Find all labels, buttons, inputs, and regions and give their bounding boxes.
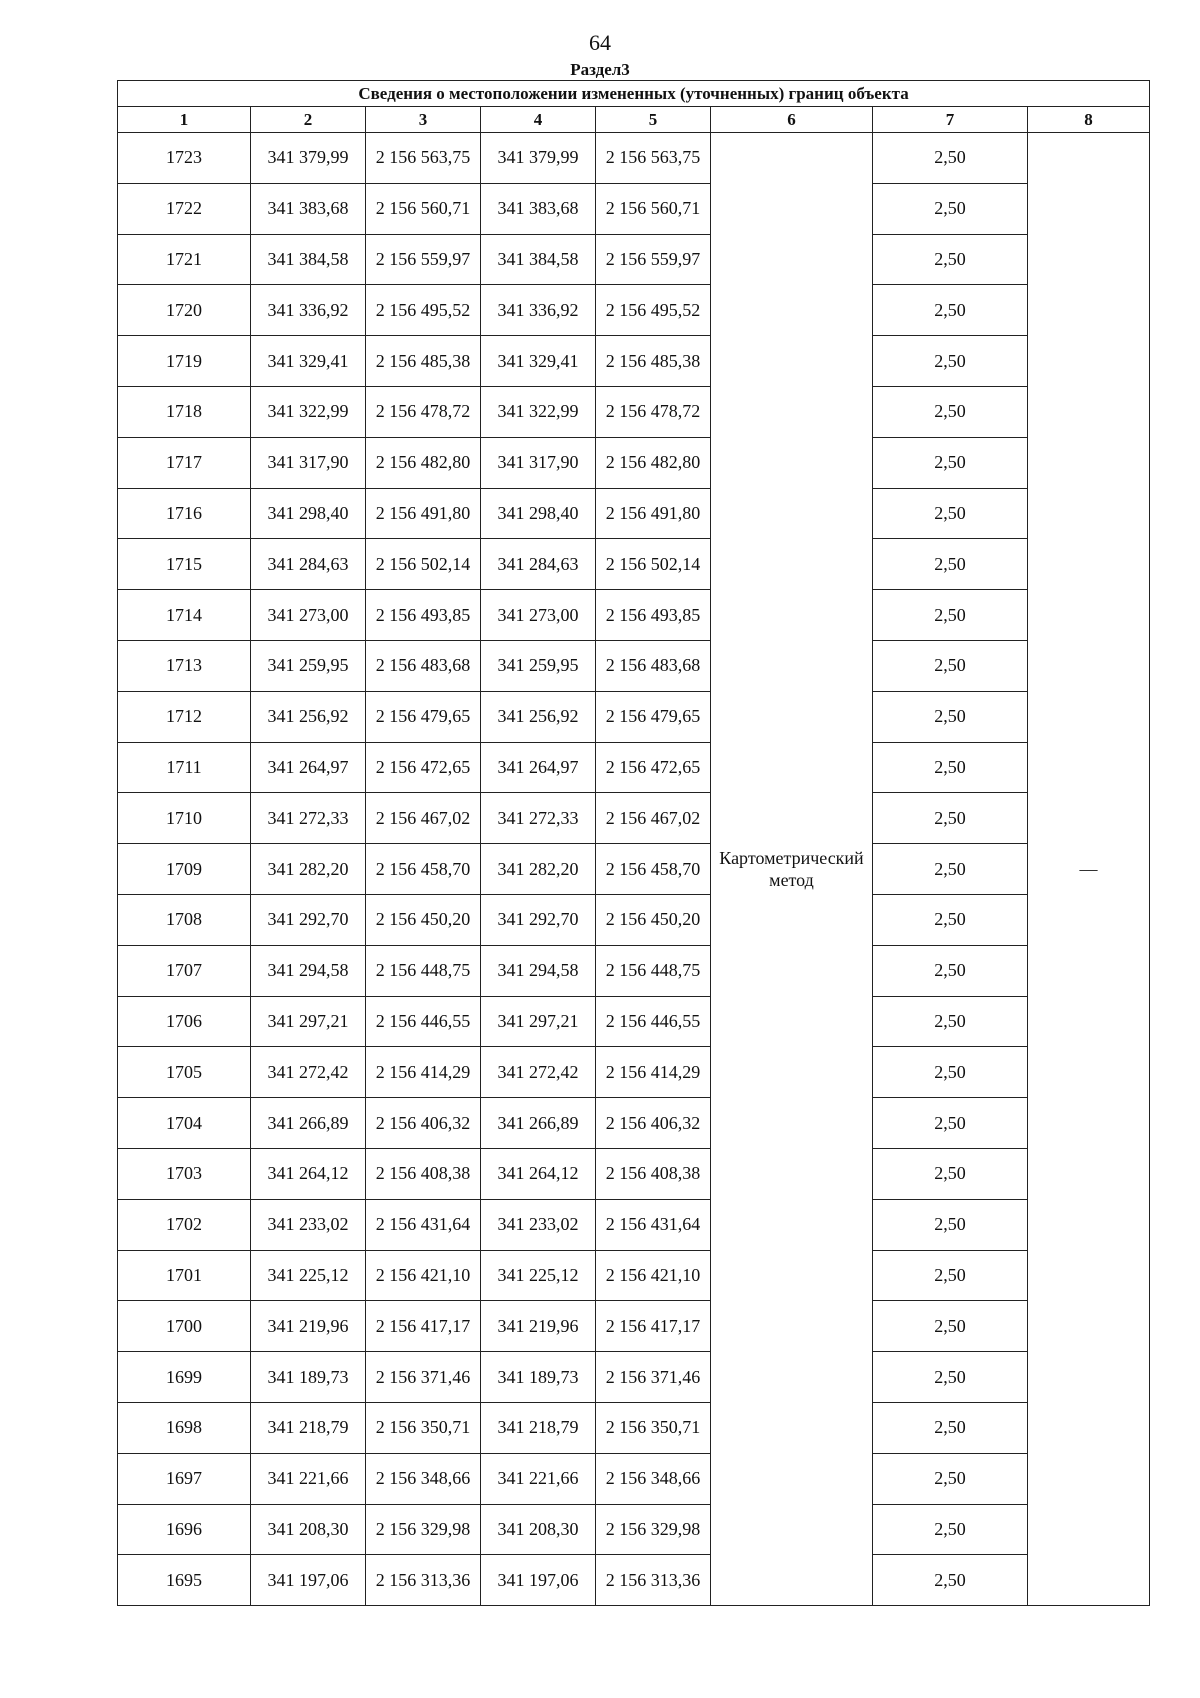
table-row xyxy=(118,590,1150,641)
column-number: 6 xyxy=(711,107,873,133)
x-new-cell: 341 221,66 xyxy=(481,1453,596,1504)
point-number-cell: 1715 xyxy=(118,539,251,590)
x-old-cell: 341 189,73 xyxy=(251,1352,366,1403)
x-new-cell: 341 189,73 xyxy=(481,1352,596,1403)
y-new-cell: 2 156 431,64 xyxy=(596,1199,711,1250)
table-row xyxy=(118,183,1150,234)
y-old-cell: 2 156 329,98 xyxy=(366,1504,481,1555)
point-number-cell: 1705 xyxy=(118,1047,251,1098)
column8-cell: — xyxy=(1028,133,1150,1606)
y-old-cell: 2 156 478,72 xyxy=(366,386,481,437)
accuracy-cell: 2,50 xyxy=(873,996,1028,1047)
point-number-cell: 1723 xyxy=(118,133,251,184)
x-new-cell: 341 298,40 xyxy=(481,488,596,539)
table-caption: Сведения о местоположении измененных (уточненных) границ объекта xyxy=(118,81,1150,107)
accuracy-cell: 2,50 xyxy=(873,1301,1028,1352)
x-new-cell: 341 384,58 xyxy=(481,234,596,285)
y-old-cell: 2 156 493,85 xyxy=(366,590,481,641)
table-row xyxy=(118,844,1150,895)
y-old-cell: 2 156 450,20 xyxy=(366,894,481,945)
accuracy-cell: 2,50 xyxy=(873,183,1028,234)
point-number-cell: 1714 xyxy=(118,590,251,641)
y-new-cell: 2 156 482,80 xyxy=(596,437,711,488)
y-new-cell: 2 156 414,29 xyxy=(596,1047,711,1098)
point-number-cell: 1697 xyxy=(118,1453,251,1504)
x-old-cell: 341 272,42 xyxy=(251,1047,366,1098)
y-new-cell: 2 156 479,65 xyxy=(596,691,711,742)
y-old-cell: 2 156 406,32 xyxy=(366,1098,481,1149)
x-old-cell: 341 329,41 xyxy=(251,336,366,387)
accuracy-cell: 2,50 xyxy=(873,133,1028,184)
table-row xyxy=(118,437,1150,488)
table-row xyxy=(118,996,1150,1047)
x-old-cell: 341 292,70 xyxy=(251,894,366,945)
accuracy-cell: 2,50 xyxy=(873,793,1028,844)
x-old-cell: 341 197,06 xyxy=(251,1555,366,1606)
y-old-cell: 2 156 559,97 xyxy=(366,234,481,285)
y-new-cell: 2 156 478,72 xyxy=(596,386,711,437)
accuracy-cell: 2,50 xyxy=(873,1250,1028,1301)
table-row xyxy=(118,1504,1150,1555)
accuracy-cell: 2,50 xyxy=(873,386,1028,437)
point-number-cell: 1719 xyxy=(118,336,251,387)
point-number-cell: 1722 xyxy=(118,183,251,234)
table-row xyxy=(118,793,1150,844)
y-new-cell: 2 156 408,38 xyxy=(596,1148,711,1199)
table-row xyxy=(118,1250,1150,1301)
x-new-cell: 341 379,99 xyxy=(481,133,596,184)
column-number: 2 xyxy=(251,107,366,133)
x-old-cell: 341 384,58 xyxy=(251,234,366,285)
point-number-cell: 1710 xyxy=(118,793,251,844)
y-new-cell: 2 156 421,10 xyxy=(596,1250,711,1301)
accuracy-cell: 2,50 xyxy=(873,285,1028,336)
point-number-cell: 1721 xyxy=(118,234,251,285)
section-title: Раздел3 xyxy=(570,60,630,79)
accuracy-cell: 2,50 xyxy=(873,1352,1028,1403)
column-number-row xyxy=(118,107,1150,133)
method-cell: Картометрический метод xyxy=(711,133,873,1606)
x-new-cell: 341 233,02 xyxy=(481,1199,596,1250)
x-old-cell: 341 221,66 xyxy=(251,1453,366,1504)
point-number-cell: 1703 xyxy=(118,1148,251,1199)
point-number-cell: 1701 xyxy=(118,1250,251,1301)
x-old-cell: 341 294,58 xyxy=(251,945,366,996)
point-number-cell: 1704 xyxy=(118,1098,251,1149)
accuracy-cell: 2,50 xyxy=(873,1402,1028,1453)
point-number-cell: 1706 xyxy=(118,996,251,1047)
point-number-cell: 1709 xyxy=(118,844,251,895)
y-old-cell: 2 156 313,36 xyxy=(366,1555,481,1606)
x-new-cell: 341 336,92 xyxy=(481,285,596,336)
y-old-cell: 2 156 479,65 xyxy=(366,691,481,742)
table-row xyxy=(118,691,1150,742)
y-new-cell: 2 156 472,65 xyxy=(596,742,711,793)
coordinates-table xyxy=(117,80,1150,1606)
x-old-cell: 341 273,00 xyxy=(251,590,366,641)
x-old-cell: 341 336,92 xyxy=(251,285,366,336)
y-old-cell: 2 156 482,80 xyxy=(366,437,481,488)
accuracy-cell: 2,50 xyxy=(873,590,1028,641)
x-old-cell: 341 284,63 xyxy=(251,539,366,590)
point-number-cell: 1711 xyxy=(118,742,251,793)
table-row xyxy=(118,1148,1150,1199)
x-new-cell: 341 197,06 xyxy=(481,1555,596,1606)
accuracy-cell: 2,50 xyxy=(873,1098,1028,1149)
point-number-cell: 1717 xyxy=(118,437,251,488)
accuracy-cell: 2,50 xyxy=(873,945,1028,996)
point-number-cell: 1696 xyxy=(118,1504,251,1555)
x-old-cell: 341 264,12 xyxy=(251,1148,366,1199)
x-new-cell: 341 329,41 xyxy=(481,336,596,387)
point-number-cell: 1695 xyxy=(118,1555,251,1606)
accuracy-cell: 2,50 xyxy=(873,844,1028,895)
table-row xyxy=(118,1199,1150,1250)
table-row xyxy=(118,1352,1150,1403)
x-old-cell: 341 322,99 xyxy=(251,386,366,437)
y-old-cell: 2 156 448,75 xyxy=(366,945,481,996)
x-new-cell: 341 219,96 xyxy=(481,1301,596,1352)
x-new-cell: 341 259,95 xyxy=(481,640,596,691)
y-old-cell: 2 156 563,75 xyxy=(366,133,481,184)
x-new-cell: 341 292,70 xyxy=(481,894,596,945)
table-row xyxy=(118,1301,1150,1352)
x-new-cell: 341 282,20 xyxy=(481,844,596,895)
x-old-cell: 341 259,95 xyxy=(251,640,366,691)
table-row xyxy=(118,742,1150,793)
table-row xyxy=(118,285,1150,336)
x-old-cell: 341 219,96 xyxy=(251,1301,366,1352)
point-number-cell: 1698 xyxy=(118,1402,251,1453)
column-number: 8 xyxy=(1028,107,1150,133)
x-old-cell: 341 297,21 xyxy=(251,996,366,1047)
x-old-cell: 341 256,92 xyxy=(251,691,366,742)
accuracy-cell: 2,50 xyxy=(873,437,1028,488)
column-number: 4 xyxy=(481,107,596,133)
x-new-cell: 341 322,99 xyxy=(481,386,596,437)
x-old-cell: 341 282,20 xyxy=(251,844,366,895)
accuracy-cell: 2,50 xyxy=(873,691,1028,742)
x-new-cell: 341 208,30 xyxy=(481,1504,596,1555)
point-number-cell: 1707 xyxy=(118,945,251,996)
y-new-cell: 2 156 559,97 xyxy=(596,234,711,285)
table-row xyxy=(118,1402,1150,1453)
accuracy-cell: 2,50 xyxy=(873,1047,1028,1098)
accuracy-cell: 2,50 xyxy=(873,1148,1028,1199)
point-number-cell: 1702 xyxy=(118,1199,251,1250)
y-old-cell: 2 156 502,14 xyxy=(366,539,481,590)
y-new-cell: 2 156 502,14 xyxy=(596,539,711,590)
x-old-cell: 341 379,99 xyxy=(251,133,366,184)
y-old-cell: 2 156 472,65 xyxy=(366,742,481,793)
y-old-cell: 2 156 431,64 xyxy=(366,1199,481,1250)
point-number-cell: 1718 xyxy=(118,386,251,437)
y-old-cell: 2 156 491,80 xyxy=(366,488,481,539)
x-new-cell: 341 317,90 xyxy=(481,437,596,488)
y-old-cell: 2 156 467,02 xyxy=(366,793,481,844)
y-new-cell: 2 156 406,32 xyxy=(596,1098,711,1149)
point-number-cell: 1699 xyxy=(118,1352,251,1403)
x-new-cell: 341 294,58 xyxy=(481,945,596,996)
y-old-cell: 2 156 483,68 xyxy=(366,640,481,691)
x-old-cell: 341 218,79 xyxy=(251,1402,366,1453)
table-row xyxy=(118,1453,1150,1504)
y-new-cell: 2 156 491,80 xyxy=(596,488,711,539)
y-new-cell: 2 156 329,98 xyxy=(596,1504,711,1555)
column-number: 5 xyxy=(596,107,711,133)
x-old-cell: 341 298,40 xyxy=(251,488,366,539)
x-new-cell: 341 273,00 xyxy=(481,590,596,641)
table-row xyxy=(118,539,1150,590)
y-new-cell: 2 156 313,36 xyxy=(596,1555,711,1606)
x-old-cell: 341 264,97 xyxy=(251,742,366,793)
accuracy-cell: 2,50 xyxy=(873,640,1028,691)
y-new-cell: 2 156 446,55 xyxy=(596,996,711,1047)
table-row xyxy=(118,1047,1150,1098)
table-caption-row xyxy=(118,81,1150,107)
x-new-cell: 341 272,42 xyxy=(481,1047,596,1098)
x-old-cell: 341 225,12 xyxy=(251,1250,366,1301)
accuracy-cell: 2,50 xyxy=(873,488,1028,539)
table-row xyxy=(118,894,1150,945)
y-old-cell: 2 156 485,38 xyxy=(366,336,481,387)
x-new-cell: 341 284,63 xyxy=(481,539,596,590)
accuracy-cell: 2,50 xyxy=(873,234,1028,285)
y-new-cell: 2 156 371,46 xyxy=(596,1352,711,1403)
accuracy-cell: 2,50 xyxy=(873,336,1028,387)
table-row xyxy=(118,640,1150,691)
x-old-cell: 341 208,30 xyxy=(251,1504,366,1555)
y-old-cell: 2 156 495,52 xyxy=(366,285,481,336)
column-number: 1 xyxy=(118,107,251,133)
y-new-cell: 2 156 483,68 xyxy=(596,640,711,691)
table-row xyxy=(118,1098,1150,1149)
x-new-cell: 341 383,68 xyxy=(481,183,596,234)
point-number-cell: 1700 xyxy=(118,1301,251,1352)
point-number-cell: 1716 xyxy=(118,488,251,539)
x-old-cell: 341 383,68 xyxy=(251,183,366,234)
x-new-cell: 341 218,79 xyxy=(481,1402,596,1453)
y-new-cell: 2 156 563,75 xyxy=(596,133,711,184)
accuracy-cell: 2,50 xyxy=(873,539,1028,590)
table-row xyxy=(118,386,1150,437)
x-new-cell: 341 266,89 xyxy=(481,1098,596,1149)
y-old-cell: 2 156 458,70 xyxy=(366,844,481,895)
column-number: 3 xyxy=(366,107,481,133)
y-new-cell: 2 156 495,52 xyxy=(596,285,711,336)
x-old-cell: 341 266,89 xyxy=(251,1098,366,1149)
y-new-cell: 2 156 560,71 xyxy=(596,183,711,234)
accuracy-cell: 2,50 xyxy=(873,894,1028,945)
y-new-cell: 2 156 450,20 xyxy=(596,894,711,945)
accuracy-cell: 2,50 xyxy=(873,1199,1028,1250)
y-old-cell: 2 156 560,71 xyxy=(366,183,481,234)
y-old-cell: 2 156 348,66 xyxy=(366,1453,481,1504)
table-row xyxy=(118,945,1150,996)
y-old-cell: 2 156 371,46 xyxy=(366,1352,481,1403)
x-new-cell: 341 297,21 xyxy=(481,996,596,1047)
y-old-cell: 2 156 414,29 xyxy=(366,1047,481,1098)
x-new-cell: 341 272,33 xyxy=(481,793,596,844)
x-new-cell: 341 256,92 xyxy=(481,691,596,742)
table-row xyxy=(118,133,1150,184)
point-number-cell: 1712 xyxy=(118,691,251,742)
table-row xyxy=(118,1555,1150,1606)
y-new-cell: 2 156 485,38 xyxy=(596,336,711,387)
y-new-cell: 2 156 448,75 xyxy=(596,945,711,996)
y-new-cell: 2 156 348,66 xyxy=(596,1453,711,1504)
page-number: 64 xyxy=(589,30,611,55)
y-new-cell: 2 156 350,71 xyxy=(596,1402,711,1453)
point-number-cell: 1713 xyxy=(118,640,251,691)
y-new-cell: 2 156 417,17 xyxy=(596,1301,711,1352)
point-number-cell: 1720 xyxy=(118,285,251,336)
accuracy-cell: 2,50 xyxy=(873,1555,1028,1606)
column-number: 7 xyxy=(873,107,1028,133)
table-row xyxy=(118,336,1150,387)
point-number-cell: 1708 xyxy=(118,894,251,945)
accuracy-cell: 2,50 xyxy=(873,1453,1028,1504)
x-new-cell: 341 264,12 xyxy=(481,1148,596,1199)
y-old-cell: 2 156 446,55 xyxy=(366,996,481,1047)
x-new-cell: 341 225,12 xyxy=(481,1250,596,1301)
x-old-cell: 341 317,90 xyxy=(251,437,366,488)
y-old-cell: 2 156 408,38 xyxy=(366,1148,481,1199)
accuracy-cell: 2,50 xyxy=(873,742,1028,793)
table-row xyxy=(118,488,1150,539)
y-new-cell: 2 156 467,02 xyxy=(596,793,711,844)
y-new-cell: 2 156 493,85 xyxy=(596,590,711,641)
y-old-cell: 2 156 421,10 xyxy=(366,1250,481,1301)
x-old-cell: 341 233,02 xyxy=(251,1199,366,1250)
table-row xyxy=(118,234,1150,285)
y-old-cell: 2 156 350,71 xyxy=(366,1402,481,1453)
y-new-cell: 2 156 458,70 xyxy=(596,844,711,895)
x-old-cell: 341 272,33 xyxy=(251,793,366,844)
x-new-cell: 341 264,97 xyxy=(481,742,596,793)
y-old-cell: 2 156 417,17 xyxy=(366,1301,481,1352)
accuracy-cell: 2,50 xyxy=(873,1504,1028,1555)
